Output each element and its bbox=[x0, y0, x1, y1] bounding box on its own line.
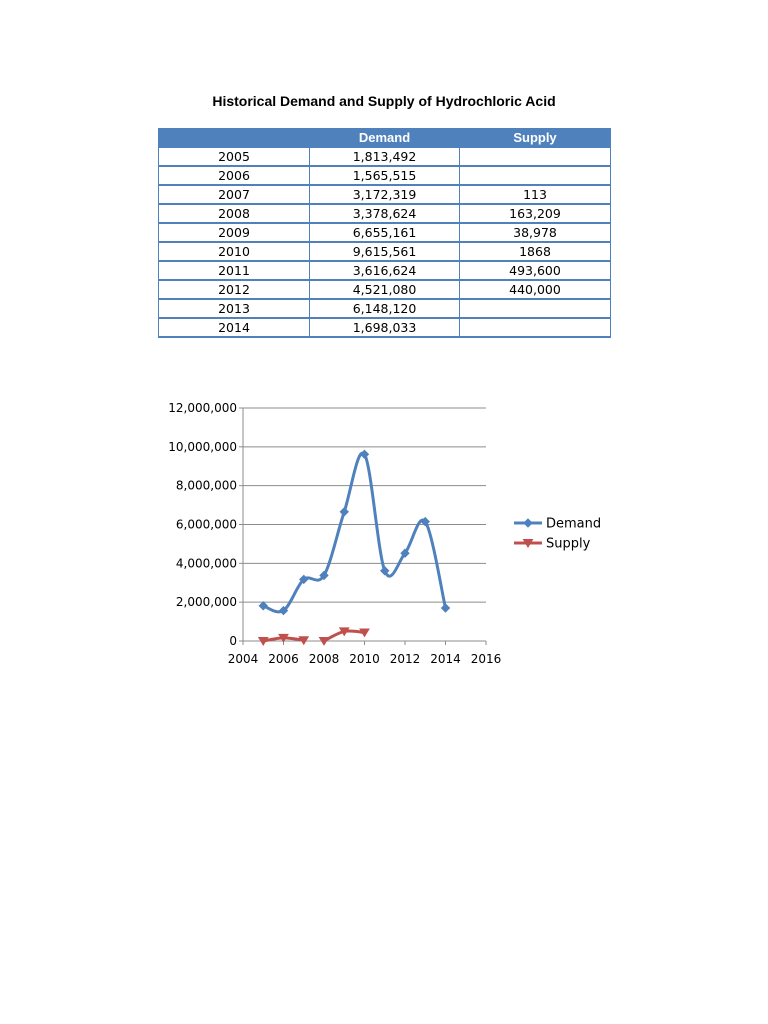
x-tick-label: 2004 bbox=[227, 652, 259, 666]
header-demand: Demand bbox=[310, 128, 460, 148]
cell-year: 2007 bbox=[159, 185, 310, 204]
cell-supply: 163,209 bbox=[460, 204, 611, 223]
y-tick-label: 12,000,000 bbox=[168, 401, 237, 415]
legend-supply-label: Supply bbox=[546, 536, 591, 552]
x-tick-label: 2008 bbox=[308, 652, 340, 666]
cell-year: 2010 bbox=[159, 242, 310, 261]
cell-demand: 9,615,561 bbox=[310, 242, 460, 261]
cell-demand: 6,148,120 bbox=[310, 299, 460, 318]
demand-point bbox=[340, 508, 348, 516]
cell-demand: 3,172,319 bbox=[310, 185, 460, 204]
x-tick-label: 2006 bbox=[268, 652, 299, 666]
cell-demand: 1,698,033 bbox=[310, 318, 460, 337]
demand-series-line bbox=[263, 453, 445, 612]
cell-supply: 113 bbox=[460, 185, 611, 204]
y-tick-label: 8,000,000 bbox=[175, 478, 237, 493]
cell-demand: 1,565,515 bbox=[310, 166, 460, 185]
table-title: Historical Demand and Supply of Hydrochloric Acid bbox=[212, 93, 556, 109]
x-tick-label: 2016 bbox=[470, 652, 502, 666]
cell-supply: 440,000 bbox=[460, 280, 611, 299]
y-tick-label: 0 bbox=[229, 634, 237, 648]
cell-year: 2005 bbox=[159, 148, 310, 167]
y-tick-label: 10,000,000 bbox=[168, 439, 237, 454]
y-tick-label: 6,000,000 bbox=[175, 517, 237, 532]
x-tick-label: 2012 bbox=[389, 652, 421, 666]
demand-point bbox=[361, 450, 369, 458]
x-tick-label: 2014 bbox=[430, 652, 461, 666]
cell-year: 2014 bbox=[159, 318, 310, 337]
cell-year: 2006 bbox=[159, 166, 310, 185]
cell-year: 2008 bbox=[159, 204, 310, 223]
cell-supply: 1868 bbox=[460, 242, 611, 261]
cell-demand: 4,521,080 bbox=[310, 280, 460, 299]
cell-year: 2009 bbox=[159, 223, 310, 242]
cell-supply: 38,978 bbox=[460, 223, 611, 242]
cell-year: 2012 bbox=[159, 280, 310, 299]
legend-demand-label: Demand bbox=[546, 516, 602, 532]
cell-demand: 3,378,624 bbox=[310, 204, 460, 223]
cell-demand: 3,616,624 bbox=[310, 261, 460, 280]
y-tick-label: 2,000,000 bbox=[175, 595, 237, 610]
cell-demand: 6,655,161 bbox=[310, 223, 460, 242]
demand-point bbox=[442, 604, 450, 612]
y-tick-label: 4,000,000 bbox=[175, 556, 237, 571]
legend-demand-marker bbox=[524, 519, 532, 527]
cell-demand: 1,813,492 bbox=[310, 148, 460, 167]
x-tick-label: 2010 bbox=[349, 652, 380, 666]
header-supply: Supply bbox=[460, 128, 611, 148]
cell-year: 2013 bbox=[159, 299, 310, 318]
cell-year: 2011 bbox=[159, 261, 310, 280]
cell-supply: 493,600 bbox=[460, 261, 611, 280]
